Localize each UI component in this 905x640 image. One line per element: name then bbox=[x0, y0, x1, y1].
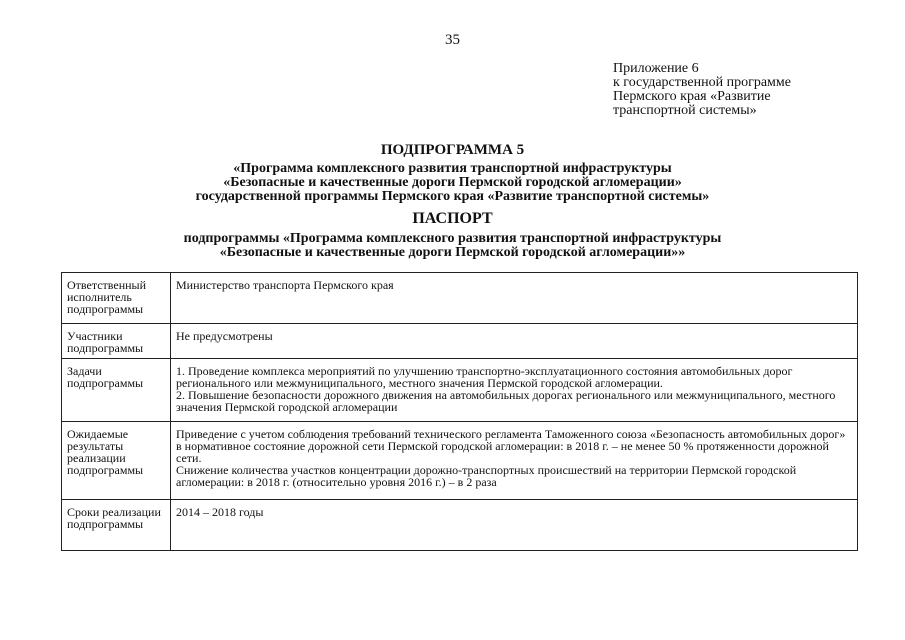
table-row bbox=[62, 500, 858, 551]
subprogram-title: ПОДПРОГРАММА 5 bbox=[380, 142, 525, 158]
row-value bbox=[171, 500, 858, 551]
subprogram-name-line: государственной программы Пермского края «Развитие транспортной системы» bbox=[195, 189, 710, 204]
page-number: 35 bbox=[445, 32, 460, 48]
row-value-line: Не предусмотрены bbox=[176, 329, 273, 343]
row-value-line: 1. Проведение комплекса мероприятий по улучшению транспортно-эксплуатационного состояния автомобильных дорог регионального или межмуниципального, местного значения Пермской городской агломерации. bbox=[176, 364, 793, 390]
row-value-line: Приведение с учетом соблюдения требований технического регламента Таможенного союза «Безопасность автомобильных дорог» в нормативное состояние дорожной сети Пермской городской агломерации: в 2018 г. – не менее 50 % протяженности дорожной сети. bbox=[176, 427, 846, 465]
row-label: Ожидаемые результаты реализации подпрограммы bbox=[62, 422, 171, 500]
passport-subtitle-line: «Безопасные и качественные дороги Пермской городской агломерации»» bbox=[219, 245, 686, 260]
row-value bbox=[171, 359, 858, 422]
row-value-line: Снижение количества участков концентрации дорожно-транспортных происшествий на территории Пермской городской агломерации: в 2018 г. (относительно уровня 2016 г.) – в 2 раза bbox=[176, 463, 797, 489]
passport-title: ПАСПОРТ bbox=[412, 210, 493, 227]
appendix-note bbox=[613, 62, 791, 118]
subprogram-name bbox=[0, 162, 905, 204]
row-label: Ответственный исполнитель подпрограммы bbox=[62, 273, 171, 324]
appendix-line: Приложение 6 bbox=[613, 61, 699, 76]
row-label: Задачи подпрограммы bbox=[62, 359, 171, 422]
table-row bbox=[62, 422, 858, 500]
row-value-line: Министерство транспорта Пермского края bbox=[176, 278, 394, 292]
table-row bbox=[62, 324, 858, 359]
passport-subtitle bbox=[0, 232, 905, 260]
row-value-line: 2014 – 2018 годы bbox=[176, 505, 264, 519]
table-row bbox=[62, 359, 858, 422]
appendix-line: Пермского края «Развитие bbox=[613, 89, 771, 104]
passport-table bbox=[61, 272, 858, 551]
row-value-line: 2. Повышение безопасности дорожного движения на автомобильных дорогах регионального или межмуниципального, местного значения Пермской городской агломерации bbox=[176, 388, 836, 414]
subprogram-name-line: «Программа комплексного развития транспортной инфраструктуры bbox=[233, 161, 672, 176]
row-label: Сроки реализации подпрограммы bbox=[62, 500, 171, 551]
row-value bbox=[171, 273, 858, 324]
table-row bbox=[62, 273, 858, 324]
row-value bbox=[171, 324, 858, 359]
passport-subtitle-line: подпрограммы «Программа комплексного развития транспортной инфраструктуры bbox=[183, 231, 722, 246]
subprogram-name-line: «Безопасные и качественные дороги Пермской городской агломерации» bbox=[223, 175, 682, 190]
row-label: Участники подпрограммы bbox=[62, 324, 171, 359]
appendix-line: транспортной системы» bbox=[613, 103, 757, 118]
row-value bbox=[171, 422, 858, 500]
appendix-line: к государственной программе bbox=[613, 75, 791, 90]
